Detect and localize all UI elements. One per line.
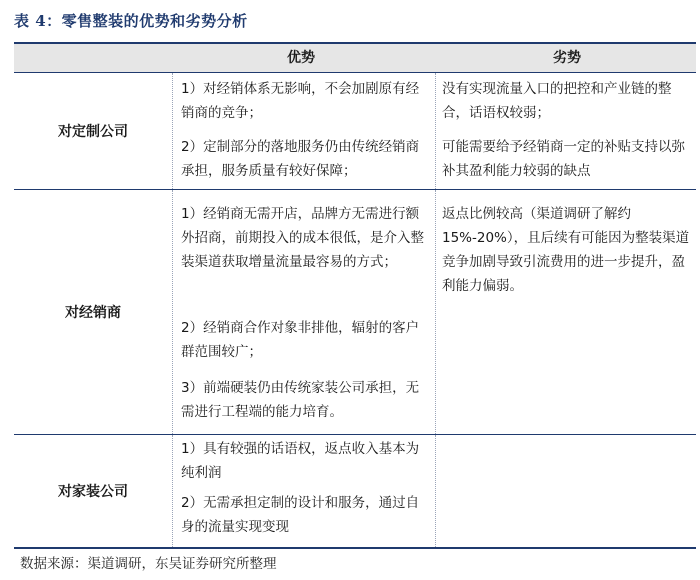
- row-label: 对家装公司: [58, 484, 128, 500]
- table-row-custom-company: [14, 73, 696, 190]
- disadvantages-cell: [434, 190, 696, 434]
- advantage-item: 1）对经销体系无影响，不会加剧原有经销商的竞争；: [181, 81, 420, 121]
- row-label: 对定制公司: [58, 124, 128, 140]
- advantage-item: 1）具有较强的话语权，返点收入基本为纯利润: [181, 441, 420, 481]
- header-disadvantages: 劣势: [553, 50, 581, 66]
- disadvantage-item: 没有实现流量入口的把控和产业链的整合，话语权较弱；: [442, 81, 672, 121]
- advantages-cell: [172, 73, 436, 189]
- table-header-row: [14, 44, 696, 73]
- disadvantages-cell: [434, 73, 696, 189]
- advantage-item: 2）无需承担定制的设计和服务，通过自身的流量实现变现: [181, 495, 420, 535]
- advantage-item: 1）经销商无需开店，品牌方无需进行额外招商，前期投入的成本很低，是介入整装渠道获取增量流量最容易的方式；: [181, 206, 424, 270]
- disadvantages-cell: [434, 435, 696, 547]
- advantage-item: 2）定制部分的落地服务仍由传统经销商承担，服务质量有较好保障；: [181, 139, 420, 179]
- table-caption: 表 4：零售整装的优势和劣势分析: [14, 12, 248, 30]
- advantage-item: 2）经销商合作对象非排他，辐射的客户群范围较广；: [181, 320, 420, 360]
- advantages-cell: [172, 435, 436, 547]
- row-label: 对经销商: [65, 305, 121, 321]
- disadvantage-item: 返点比例较高（渠道调研了解约15%-20%），且后续有可能因为整装渠道竞争加剧导致引流费用的进一步提升，盈利能力偏弱。: [442, 206, 690, 294]
- table-row-dealer: [14, 190, 696, 435]
- disadvantage-item: 可能需要给予经销商一定的补贴支持以弥补其盈利能力较弱的缺点: [442, 139, 685, 179]
- advantages-cell: [172, 190, 436, 434]
- header-advantages: 优势: [287, 50, 315, 66]
- data-source-note: 数据来源：渠道调研，东吴证券研究所整理: [20, 556, 277, 572]
- table-row-decoration-company: [14, 435, 696, 549]
- advantage-item: 3）前端硬装仍由传统家装公司承担，无需进行工程端的能力培育。: [181, 380, 420, 420]
